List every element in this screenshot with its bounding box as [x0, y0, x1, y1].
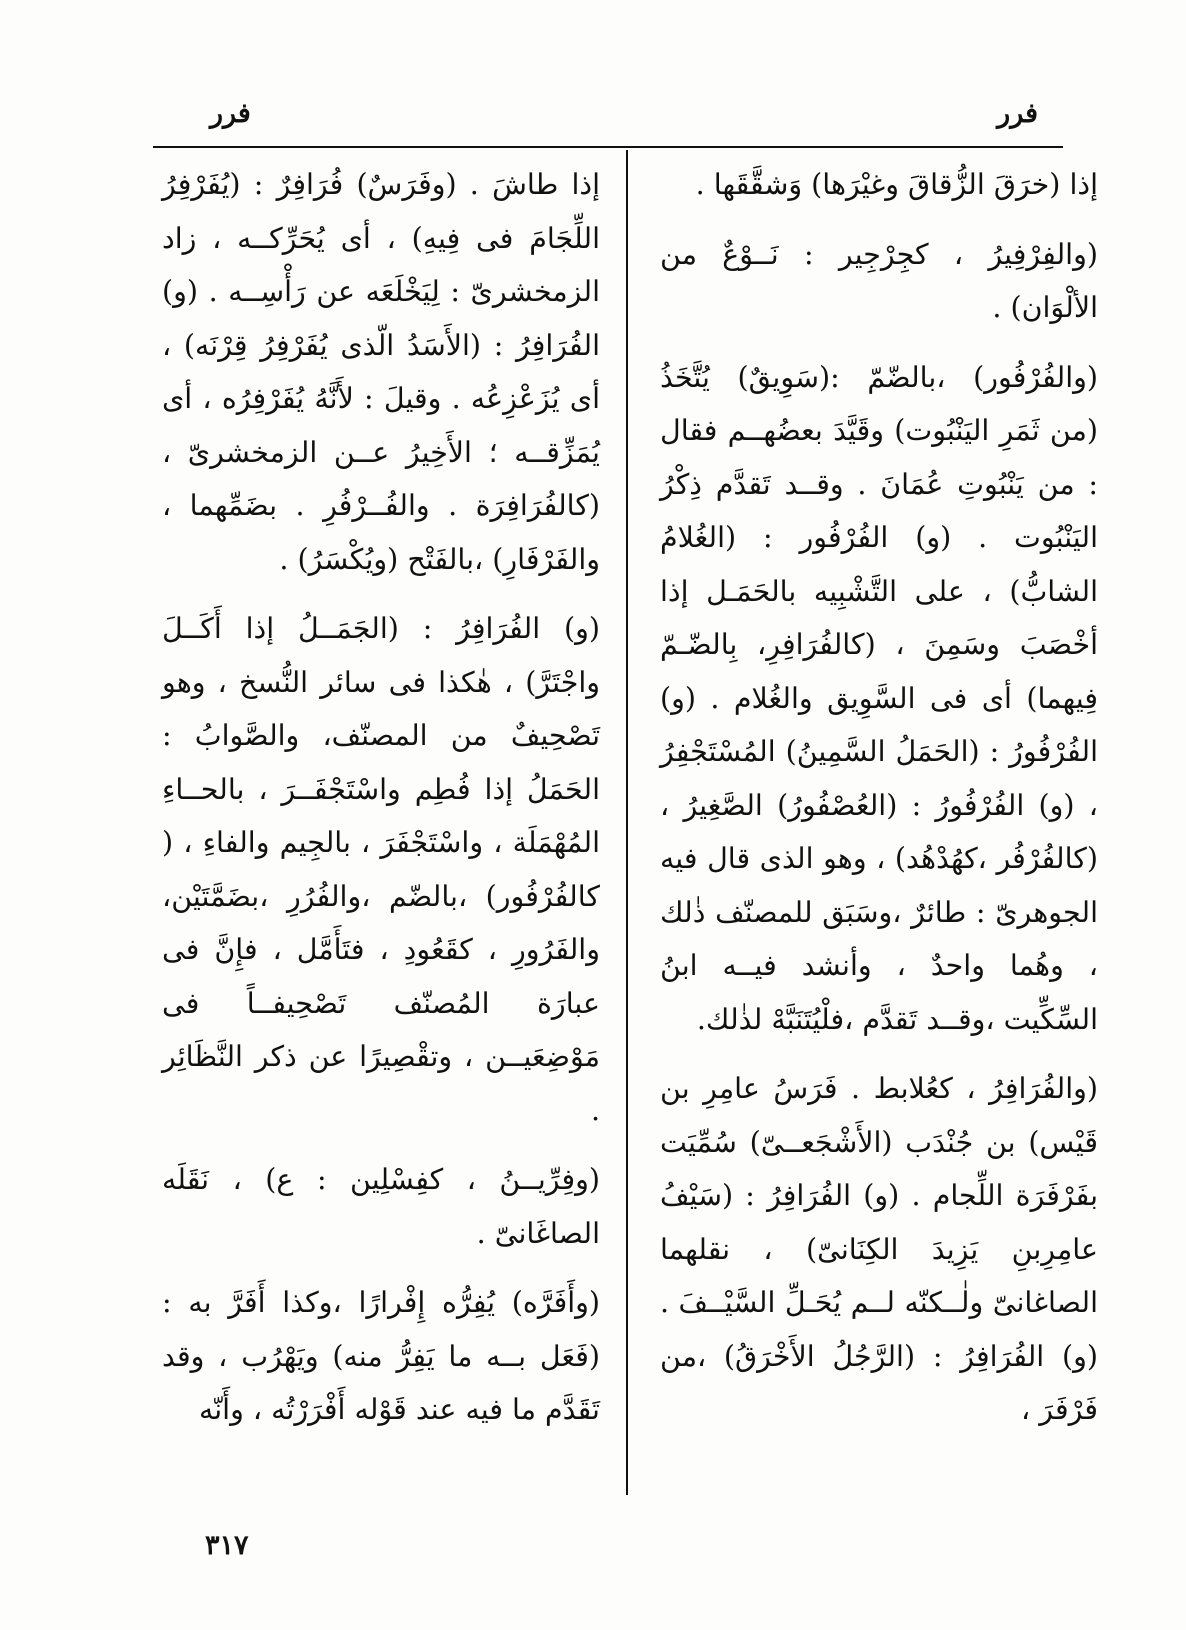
right-text-column: [660, 158, 1098, 1453]
left-text-column: [162, 158, 600, 1453]
paragraph: (والفُرْفُور) ،بالضّمّ :(سَوِيقٌ) يُتَّخَذُ (من ثَمَرِ اليَنْبُوت) وقَيَّدَ بعضُهــم فقال : من يَنْبُوتِ عُمَانَ . وقــد تَقدَّم ذِكْرُ اليَنْبُوت . (و) الفُرْفُور : (الغُلامُ الشابُّ) ، على التَّشْبِيه بالحَمَـل إذا أخْصَبَ وسَمِنَ ، (كالفُرَافِرِ، بِالضّـمّ فِيهما) أى فى السَّوِيق والغُلام . (و) الفُرْفُورُ : (الحَمَلُ السَّمِينُ) المُسْتَجْفِرُ ، (و) الفُرْفُورُ : (العُصْفُورُ) الصَّغِيرُ ، (كالفُرْفُر ،كهُدْهُد) ، وهو الذى قال فيه الجوهرىّ : طائرٌ ،وسَبَق للمصنّف ذٰلك ، وهُما واحدٌ ، وأنشد فيــه ابنُ السِّكِّيت ،وقــد تَقدَّم ،فلْيُتَنَبَّهْ لذٰلك.: [660, 360, 1098, 1036]
page-number: ٣١٧: [205, 1530, 249, 1561]
paragraph: إذا طاشَ . (وفَرَسٌ) فُرَافِرٌ : (يُفَرْفِرُ اللِّجَامَ فى فِيهِ) ، أى يُحَرِّكــه ، زاد الزمخشرىّ : لِيَخْلَعَه عن رَأْسِــه . (و) الفُرَافِرُ : (الأَسَدُ الّذى يُفَرْفِرُ قِرْنَه) ، أى يُزَعْزِعُه . وقيلَ : لأَنَّهُ يُفَرْفِرُه ، أى يُمَزِّقــه ؛ الأَخِيرُ عــن الزمخشرىّ ، (كالفُرَافِرَة . والفُــرْفُرِ . بضَمِّهما ، والفَرْفَارِ) ،بالفَتْح (ويُكْسَرُ) .: [162, 168, 600, 576]
running-header-right: فرر: [997, 98, 1038, 129]
paragraph: إذا (خرَقَ الزُّقاقَ وغيْرَها) وَشقَّقَها .: [695, 168, 1098, 201]
paragraph: (و) الفُرَافِرُ : (الجَمَــلُ إذا أَكَــلَ واجْتَرَّ) ، هٰكذا فى سائر النُّسخ ، وهو تَصْحِيفٌ من المصنّف، والصَّوابُ : الحَمَلُ إذا فُطِم واسْتَجْفَــرَ ، بالحــاءِ المُهْمَلَة ، واسْتَجْفَرَ ، بالجِيم والفاءِ ، ( كالفُرْفُور) ،بالضّم ،والفُرُرِ ،بضَمَّتَيْن، والفَرُورِ ، كقَعُودِ ، فتَأَمَّل ، فإِنَّ فى عبارَة المُصنّف تَصْحِيفــاً فى مَوْضِعَيــن ، وتقْصِيرًا عن ذكر النَّظَائِر .: [162, 612, 600, 1127]
paragraph: (والفُرَافِرُ ، كعُلابط . فَرَسُ عامِرِ بن قَيْس) بن جُنْدَب (الأَشْجَعــىّ) سُمِّيَت بفَرْفَرَة اللِّجام . (و) الفُرَافِرُ : (سَيْفُ عامِرِبنِ يَزِيدَ الكِنَانىّ) ، نقلهما الصاغانىّ ولٰــكنّه لــم يُحَـلِّ السَّيْــفَ . (و) الفُرَافِرُ : (الرَّجُلُ الأَخْرَقُ) ،من فَرْفَرَ ،: [660, 1072, 1098, 1426]
paragraph: (وفِرِّيــنُ ، كفِسْلِين : ع) ، نَقَلَه الصاغَانىّ .: [162, 1163, 600, 1250]
paragraph: (والفِرْفِيرُ ، كجِرْجِير : نَــوْعٌ من الألْوَان) .: [660, 237, 1098, 324]
column-divider: [626, 150, 628, 1495]
paragraph: (وأَفَرَّه) يُفِرُّه إِفْرارًا ،وكذا أَفَرَّ به : (فَعَل بــه ما يَفِرُّ منه) ويَهْرُب ، وقد تَقَدَّم ما فيه عند قَوْله أَفْرَرْتُه ، وأَنّه: [162, 1286, 600, 1426]
header-rule: [153, 146, 1063, 148]
running-header-left: فرر: [210, 98, 251, 129]
